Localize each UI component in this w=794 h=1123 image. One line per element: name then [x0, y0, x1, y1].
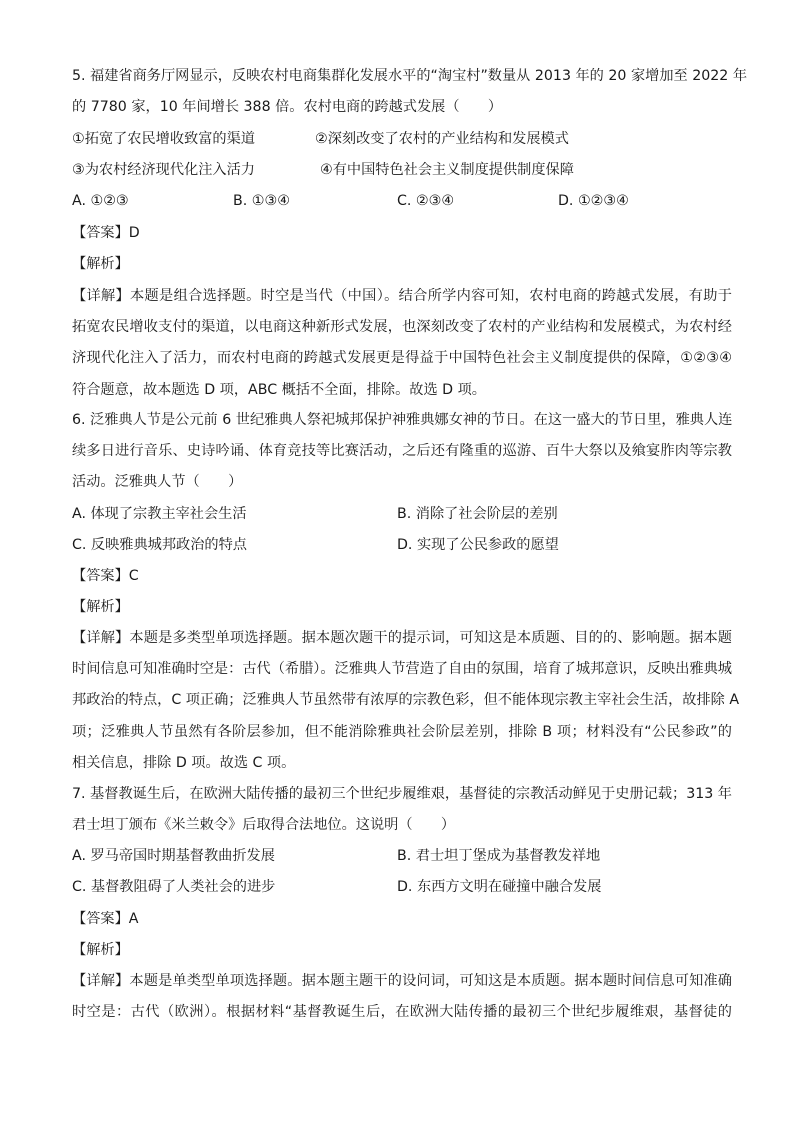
q6-detail-line-3: 邦政治的特点，C 项正确；泛雅典人节虽然带有浓厚的宗教色彩，但不能体现宗教主宰社会生活，故排除 A: [72, 692, 740, 708]
q6-answer: 【答案】C: [72, 568, 139, 584]
q6-stem-line-1: 6. 泛雅典人节是公元前 6 世纪雅典人祭祀城邦保护神雅典娜女神的节日。在这一盛大的节日里，雅典人连: [72, 412, 733, 428]
q5-detail-line-3: 济现代化注入了活力，而农村电商的跨越式发展更是得益于中国特色社会主义制度提供的保障，①②③④: [72, 350, 732, 366]
q5-option-b: B. ①③④: [233, 193, 290, 209]
q6-detail-line-5: 相关信息，排除 D 项。故选 C 项。: [72, 755, 296, 771]
q6-option-d: D. 实现了公民参政的愿望: [397, 537, 559, 553]
q7-detail-line-2: 时空是：古代（欧洲）。根据材料“基督教诞生后，在欧洲大陆传播的最初三个世纪步履维艰，基督徒的: [72, 1004, 732, 1020]
q7-answer: 【答案】A: [72, 911, 139, 927]
q6-detail-line-1: 【详解】本题是多类型单项选择题。据本题次题干的提示词，可知这是本质题、目的的、影响题。据本题: [72, 630, 732, 646]
q6-option-b: B. 消除了社会阶层的差别: [397, 506, 558, 522]
q5-item-3: ③为农村经济现代化注入活力: [72, 162, 255, 178]
q5-detail-line-2: 拓宽农民增收支付的渠道，以电商这种新形式发展，也深刻改变了农村的产业结构和发展模式，为农村经: [72, 319, 732, 335]
q5-item-2: ②深刻改变了农村的产业结构和发展模式: [315, 131, 569, 147]
q7-stem-line-2: 君士坦丁颁布《米兰敕令》后取得合法地位。这说明（ ）: [72, 817, 456, 833]
q6-stem-line-3: 活动。泛雅典人节（ ）: [72, 474, 243, 490]
q7-option-a: A. 罗马帝国时期基督教曲折发展: [72, 848, 275, 864]
q7-option-c: C. 基督教阻碍了人类社会的进步: [72, 879, 276, 895]
q6-stem-line-2: 续多日进行音乐、史诗吟诵、体育竞技等比赛活动，之后还有隆重的巡游、百牛大祭以及飨宴胙肉等宗教: [72, 443, 732, 459]
q5-option-d: D. ①②③④: [558, 193, 629, 209]
q6-detail-line-4: 项；泛雅典人节虽然有各阶层参加，但不能消除雅典社会阶层差别，排除 B 项；材料没有“公民参政”的: [72, 724, 732, 740]
q6-detail-line-2: 时间信息可知准确时空是：古代（希腊）。泛雅典人节营造了自由的氛围，培育了城邦意识，反映出雅典城: [72, 661, 732, 677]
q6-option-a: A. 体现了宗教主宰社会生活: [72, 506, 247, 522]
q5-stem-line-2: 的 7780 家，10 年间增长 388 倍。农村电商的跨越式发展（ ）: [72, 99, 503, 115]
q5-detail-line-1: 【详解】本题是组合选择题。时空是当代（中国）。结合所学内容可知，农村电商的跨越式发展，有助于: [72, 288, 732, 304]
q7-stem-line-1: 7. 基督教诞生后，在欧洲大陆传播的最初三个世纪步履维艰，基督徒的宗教活动鲜见于史册记载；313 年: [72, 786, 732, 802]
q7-analysis-label: 【解析】: [72, 942, 129, 958]
q5-item-4: ④有中国特色社会主义制度提供制度保障: [320, 162, 574, 178]
q5-stem-line-1: 5. 福建省商务厅网显示，反映农村电商集群化发展水平的“淘宝村”数量从 2013 年的 20 家增加至 2022 年: [72, 68, 748, 84]
q6-analysis-label: 【解析】: [72, 599, 129, 615]
q6-option-c: C. 反映雅典城邦政治的特点: [72, 537, 247, 553]
q7-option-b: B. 君士坦丁堡成为基督教发祥地: [397, 848, 601, 864]
q5-analysis-label: 【解析】: [72, 256, 129, 272]
q5-option-a: A. ①②③: [72, 193, 129, 209]
q7-option-d: D. 东西方文明在碰撞中融合发展: [397, 879, 602, 895]
q7-detail-line-1: 【详解】本题是单类型单项选择题。据本题主题干的设问词，可知这是本质题。据本题时间信息可知准确: [72, 973, 732, 989]
q5-item-1: ①拓宽了农民增收致富的渠道: [72, 131, 255, 147]
q5-detail-line-4: 符合题意，故本题选 D 项，ABC 概括不全面，排除。故选 D 项。: [72, 382, 486, 398]
q5-answer: 【答案】D: [72, 225, 140, 241]
q5-option-c: C. ②③④: [397, 193, 455, 209]
